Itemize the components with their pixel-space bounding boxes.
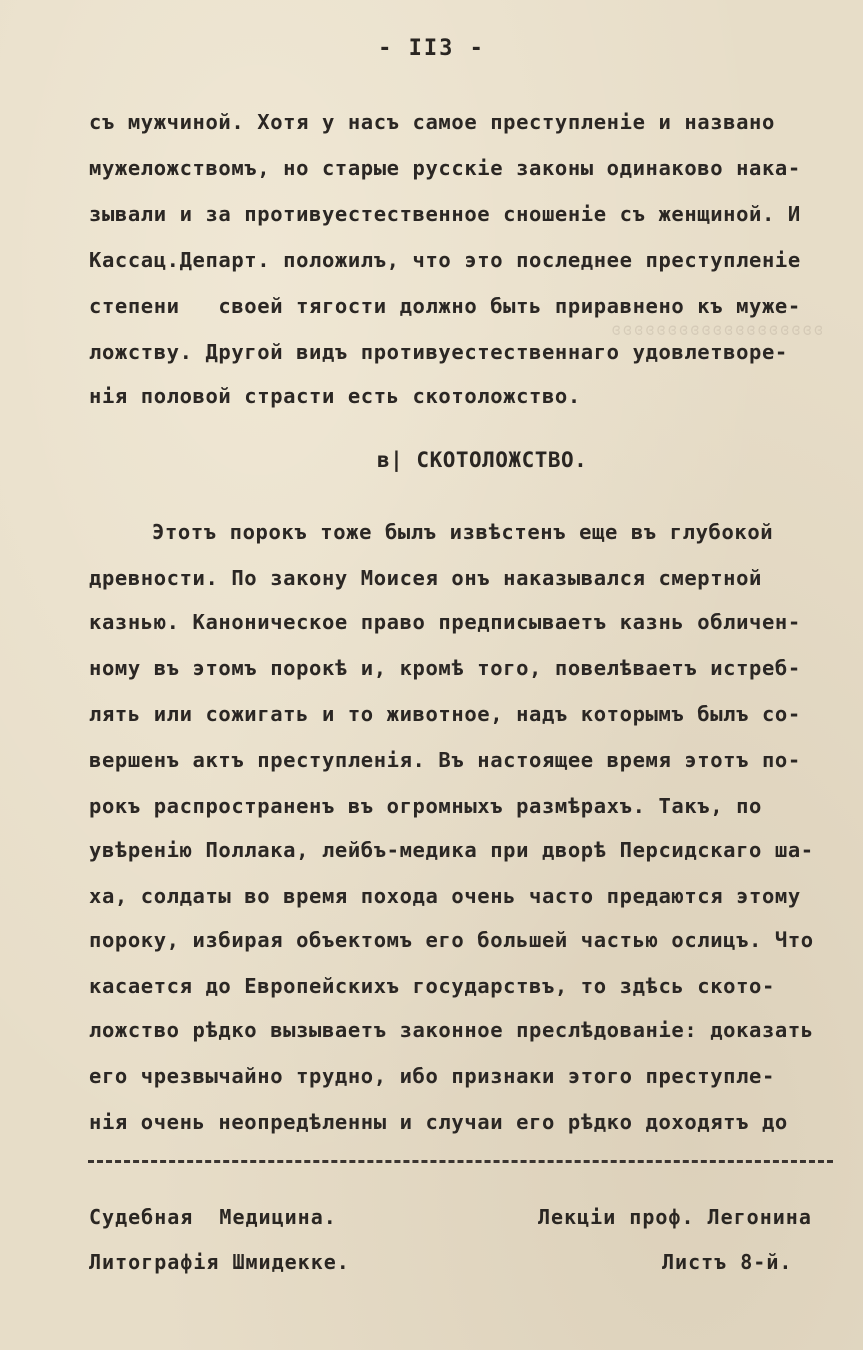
- text-line: касается до Европейскихъ государствъ, то здѣсь ското-: [89, 974, 775, 998]
- text-line: пороку, избирая объектомъ его большей частью ослицъ. Что: [89, 928, 814, 952]
- text-line: нія половой страсти есть скотоложство.: [89, 384, 581, 408]
- text-line: зывали и за противуестественное сношеніе съ женщиной. И: [89, 202, 801, 226]
- footer-lecture-author: Лекціи проф. Легонина: [538, 1205, 812, 1229]
- text-line: рокъ распространенъ въ огромныхъ размѣрахъ. Такъ, по: [89, 794, 762, 818]
- section-heading: в| СКОТОЛОЖСТВО.: [377, 448, 588, 472]
- footer-course-title: Судебная Медицина.: [89, 1205, 337, 1229]
- text-line: нія очень неопредѣленны и случаи его рѣдко доходятъ до: [89, 1110, 788, 1134]
- text-line: его чрезвычайно трудно, ибо признаки этого преступле-: [89, 1064, 775, 1088]
- text-line: ному въ этомъ порокѣ и, кромѣ того, повелѣваетъ истреб-: [89, 656, 801, 680]
- text-line: степени своей тягости должно быть приравнено къ муже-: [89, 294, 801, 318]
- text-line: вершенъ актъ преступленія. Въ настоящее время этотъ по-: [89, 748, 801, 772]
- page-number: - II3 -: [378, 36, 485, 61]
- text-line: ложство рѣдко вызываетъ законное преслѣдованіе: доказать: [89, 1018, 814, 1042]
- text-line: ха, солдаты во время похода очень часто предаются этому: [89, 884, 801, 908]
- text-line: Этотъ порокъ тоже былъ извѣстенъ еще въ глубокой: [152, 520, 774, 544]
- text-line: Кассац.Департ. положилъ, что это последнее преступленіе: [89, 248, 801, 272]
- text-line: ложству. Другой видъ противуестественнаго удовлетворе-: [89, 340, 788, 364]
- text-line: съ мужчиной. Хотя у насъ самое преступленіе и названо: [89, 110, 775, 134]
- text-line: казнью. Каноническое право предписываетъ казнь обличен-: [89, 610, 801, 634]
- footer-publisher: Литографія Шмидекке.: [89, 1250, 350, 1274]
- bleed-through-texture: ʚʚʚʚʚʚʚʚʚʚʚʚʚʚʚʚʚʚʚ: [609, 320, 823, 340]
- text-line: лять или сожигать и то животное, надъ которымъ былъ со-: [89, 702, 801, 726]
- text-line: мужеложствомъ, но старые русскіе законы одинаково нака-: [89, 156, 801, 180]
- text-line: древности. По закону Моисея онъ наказывался смертной: [89, 566, 762, 590]
- text-line: увѣренію Поллака, лейбъ-медика при дворѣ Персидскаго ша-: [89, 838, 814, 862]
- footer-divider: [88, 1160, 833, 1163]
- footer-sheet-number: Листъ 8-й.: [662, 1250, 793, 1274]
